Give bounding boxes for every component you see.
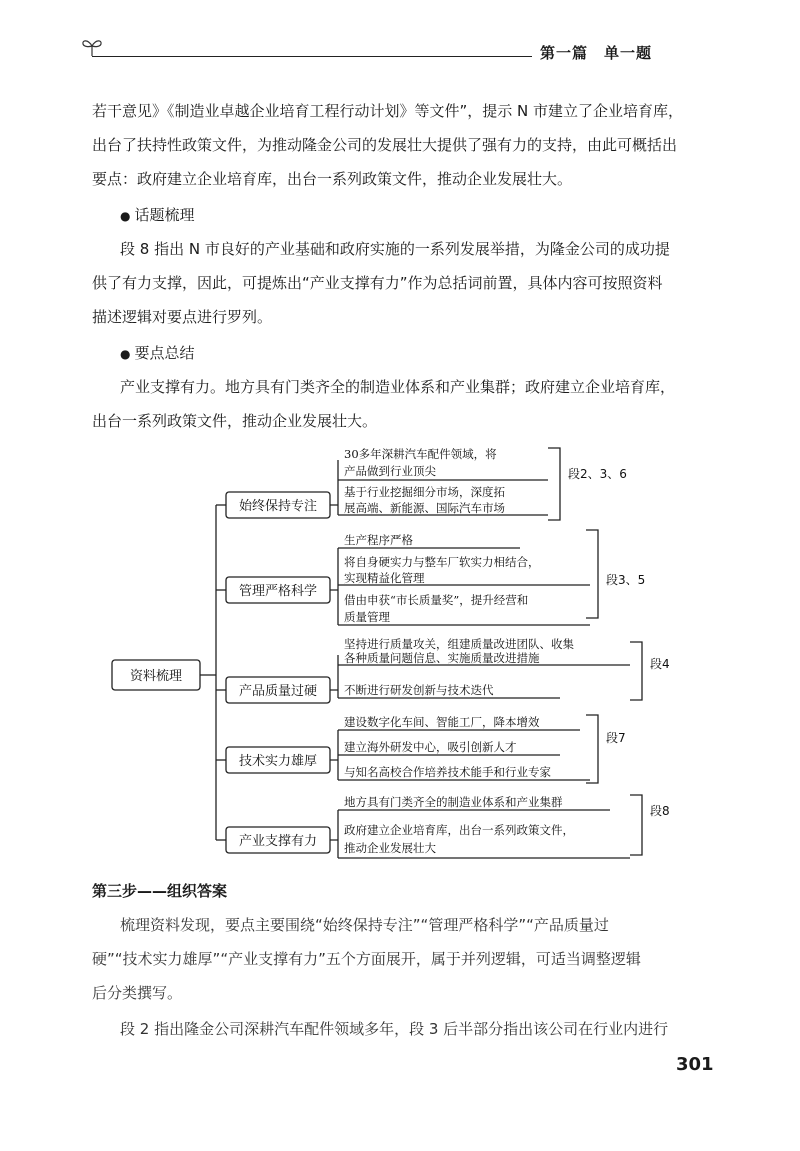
body-line: 出台了扶持性政策文件，为推动隆金公司的发展壮大提供了强有力的支持，由此可概括出 [92, 136, 678, 154]
chapter-title: 第一篇 单一题 [540, 44, 653, 62]
mindmap-item: 各种质量问题信息、实施质量改进措施 [344, 651, 540, 665]
mindmap-item: 质量管理 [344, 610, 390, 624]
body-line: 段 2 指出隆金公司深耕汽车配件领域多年，段 3 后半部分指出该公司在行业内进行 [120, 1020, 669, 1038]
mindmap-item: 实现精益化管理 [344, 571, 425, 585]
mindmap-branch-label: 技术实力雄厚 [238, 754, 318, 769]
mindmap-item: 生产程序严格 [344, 533, 413, 547]
mindmap-branch-label: 始终保持专注 [238, 499, 318, 514]
mindmap-item: 与知名高校合作培养技术能手和行业专家 [344, 765, 551, 779]
mindmap-source: 段7 [606, 731, 626, 745]
summary-heading: ● 要点总结 [120, 342, 195, 363]
body-line: 供了有力支撑，因此，可提炼出“产业支撑有力”作为总括词前置，具体内容可按照资料 [92, 274, 663, 292]
mindmap-item: 不断进行研发创新与技术迭代 [344, 683, 494, 697]
mindmap-branch-label: 产业支撑有力 [238, 834, 318, 849]
mindmap-item: 借由申获“市长质量奖”，提升经营和 [344, 593, 529, 607]
topic-heading: ● 话题梳理 [120, 204, 195, 225]
mindmap-source: 段3、5 [606, 573, 646, 587]
body-line: 梳理资料发现，要点主要围绕“始终保持专注”“管理严格科学”“产品质量过 [120, 916, 609, 934]
mindmap-item: 30多年深耕汽车配件领域，将 [344, 447, 497, 461]
mindmap-source: 段8 [650, 804, 670, 818]
mindmap-item: 地方具有门类齐全的制造业体系和产业集群 [344, 795, 563, 809]
mindmap-item: 将自身硬实力与整车厂软实力相结合， [344, 555, 540, 569]
body-line: 若干意见》《制造业卓越企业培育工程行动计划》等文件”，提示 N 市建立了企业培育库， [92, 102, 684, 120]
body-line: 段 8 指出 N 市良好的产业基础和政府实施的一系列发展举措，为隆金公司的成功提 [120, 240, 670, 258]
page-number: 301 [676, 1054, 714, 1075]
mindmap-branch-label: 产品质量过硬 [238, 684, 318, 699]
body-line: 出台一系列政策文件，推动企业发展壮大。 [92, 412, 378, 430]
mindmap-branch-label: 管理严格科学 [238, 584, 318, 599]
body-line: 硬”“技术实力雄厚”“产业支撑有力”五个方面展开，属于并列逻辑，可适当调整逻辑 [92, 950, 641, 968]
body-line: 要点：政府建立企业培育库，出台一系列政策文件，推动企业发展壮大。 [92, 170, 573, 188]
mindmap-item: 基于行业挖掘细分市场，深度拓 [344, 485, 505, 499]
mindmap-item: 推动企业发展壮大 [344, 841, 436, 855]
mindmap-root-label: 资料梳理 [129, 669, 183, 684]
mindmap-item: 坚持进行质量攻关，组建质量改进团队、收集 [344, 637, 574, 651]
mindmap-item: 建设数字化车间、智能工厂，降本增效 [344, 715, 540, 729]
mindmap-source: 段2、3、6 [568, 467, 627, 481]
body-line: 产业支撑有力。地方具有门类齐全的制造业体系和产业集群；政府建立企业培育库， [120, 378, 676, 396]
mindmap-item: 建立海外研发中心，吸引创新人才 [344, 740, 517, 754]
mindmap-item: 政府建立企业培育库，出台一系列政策文件， [344, 823, 574, 837]
body-line: 描述逻辑对要点进行罗列。 [92, 308, 273, 326]
mindmap-source: 段4 [650, 657, 670, 671]
mindmap-item: 展高端、新能源、国际汽车市场 [344, 501, 505, 515]
mindmap-item: 产品做到行业顶尖 [344, 464, 436, 478]
step3-heading: 第三步——组织答案 [92, 882, 228, 900]
body-line: 后分类撰写。 [92, 984, 183, 1002]
